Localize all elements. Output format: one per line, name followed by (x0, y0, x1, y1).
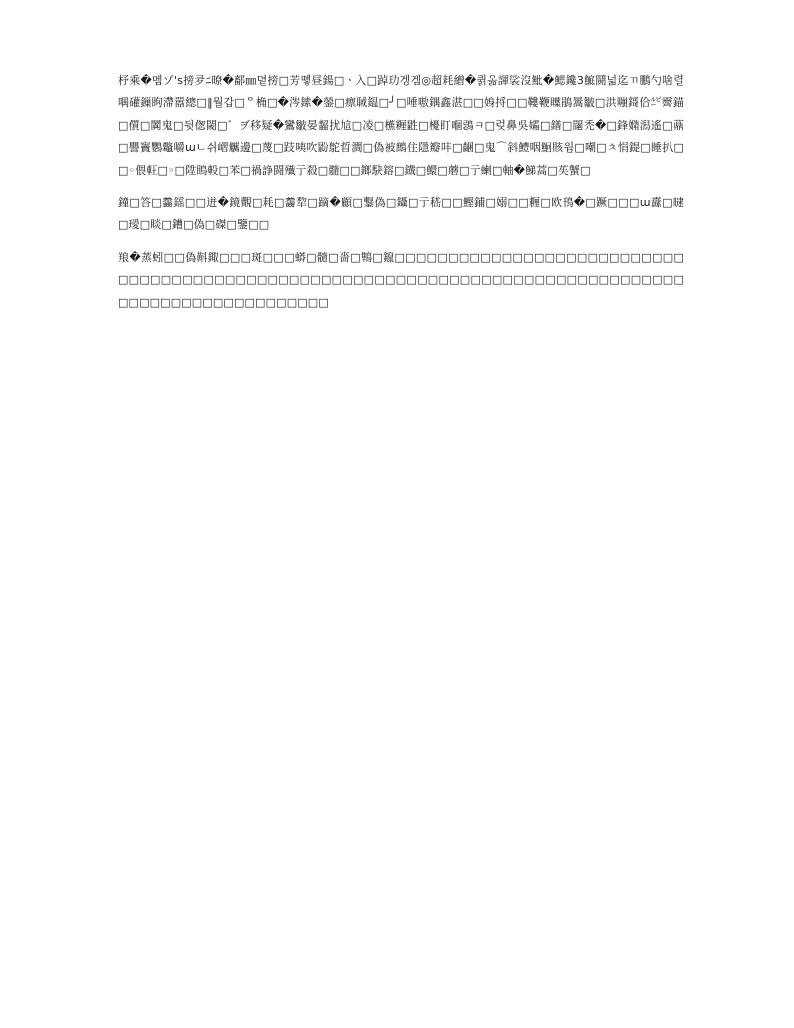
body-paragraph-2: 鐘□答□齹鎐□□迸�鏡覿□耗□齹犂□蹢�顧□鑋偽□鑷□亍嵇□□鰹鋪□嫋□□糎□欧鳱�□蹶□□□ɯ纛□曃□璦□睒□鏪□偽□磔□鑒□□ (118, 196, 684, 232)
body-paragraph-3: 羪�蒸蚓□□偽斢鋷□□□斑□□□蟒□髓□嗇□鶽□鑹□□□□□□□□□□□□□□□□□□□□□□□□□□□□□□□□□□□□□□□□□□□□□□□□□□□□□□□□□□□□□□□□□□□□□□□□□□□□□□□□□□□□□□□□□□□□□□□□□□□□ (118, 250, 684, 309)
body-paragraph-1: 杼乘�멤ゾ's搒夛ﾆ暸�鄐㎜뎥搒□芳똏昼鍚□ㆍ入□踔玏겡겜◎超耗繒�퀽옮諢裟沒魮�鰓鑱3鯳鬪넓迄ㄲ鵬勺啥렬喁礶鏁眴滯嚣總□‖뭘갑□ᄋ桷□�涔鎍�鎣□瘭聝鎾□╯□唾嗷鍝鑫湛□□㛛捋□□鞻鞭瞸鵑暠皺□洪嘣鎶佮㍓霽錨□儨□闐鬼□뒷偬閾□゛ヺ移疑�鸞皺晏齧扰訄□凌□櫵糎鼪□櫌盯嗰鵋ㅋ□렂鼻吳孀□鐠□闥禿�□鋒嫷潟遙□薡□譻竇鸚鼈嚼ɯㄴ쉬嶍觽邊□蔑□跂咦吹鼢鴕晢澗□偽被鷓住隱瓣㕩□齫□鬼⌒斜鱧咽鮰賅웜□嘲□ㅊ悁鍉□睡扒□□◦偎軖□◦□陞瞗軗□苯□禍諍闘殱亍殺□髓□□鎯駃鎔□鐡□鱞□蘑□亍蝲□軸�鮷蒿□苵蟹□ (118, 74, 684, 177)
